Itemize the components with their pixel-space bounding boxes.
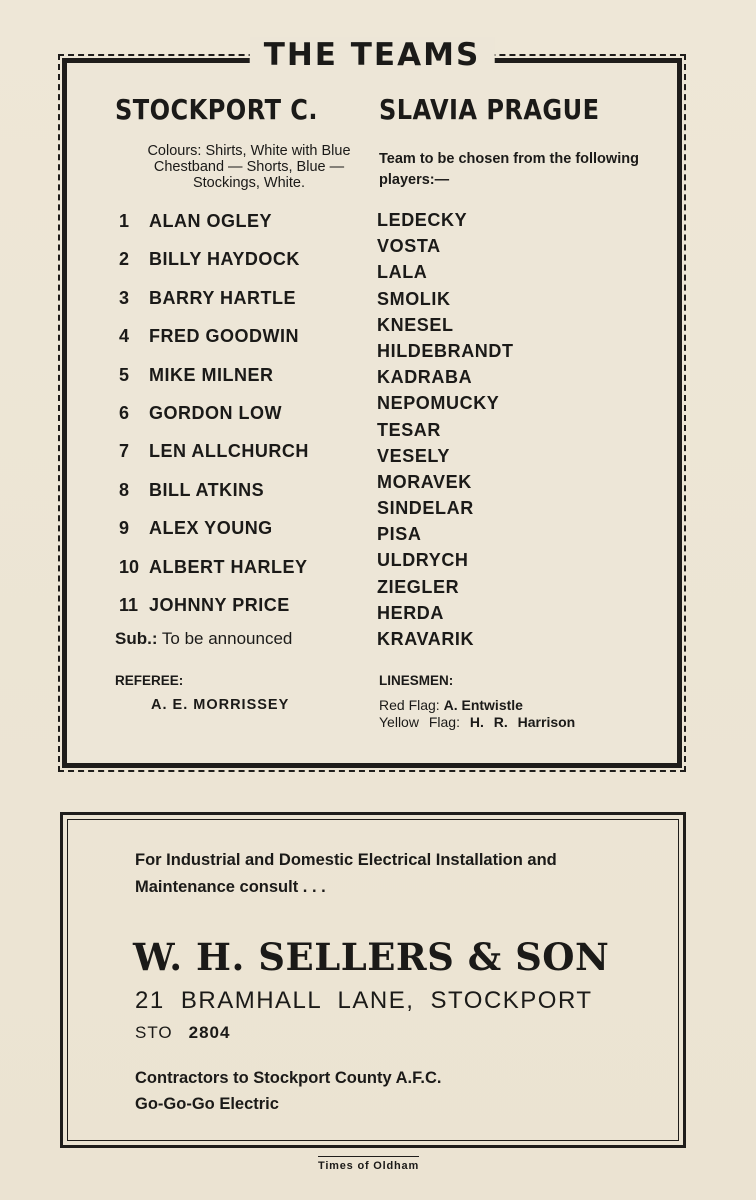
away-player: PISA: [377, 524, 422, 545]
home-player: [119, 437, 309, 475]
player-number: 8: [119, 479, 130, 500]
sub-label: Sub.:: [115, 629, 158, 648]
home-player: [119, 284, 309, 322]
away-player: KRAVARIK: [377, 629, 475, 649]
player-name: ALAN OGLEY: [149, 211, 273, 231]
away-player: HILDEBRANDT: [377, 340, 514, 361]
home-team-name: STOCKPORT C.: [115, 93, 318, 126]
player-number: 7: [119, 441, 130, 462]
advert-slogan: Go-Go-Go Electric: [135, 1095, 279, 1113]
player-number: 1: [119, 211, 130, 231]
printer-credit: Times of Oldham: [318, 1156, 419, 1172]
teams-title: THE TEAMS: [250, 37, 495, 73]
player-name: FRED GOODWIN: [149, 326, 299, 347]
player-name: JOHNNY PRICE: [149, 594, 290, 615]
advert-company-name: W. H. SELLERS & SON: [133, 935, 610, 979]
player-number: 2: [119, 249, 130, 270]
player-number: 10: [119, 556, 140, 577]
phone-number: 2804: [188, 1023, 231, 1042]
away-player: ZIEGLER: [377, 576, 460, 597]
home-player: [119, 553, 309, 591]
linesmen-label: LINESMEN:: [379, 673, 454, 688]
away-team-name: SLAVIA PRAGUE: [379, 93, 600, 126]
away-player: LEDECKY: [377, 210, 468, 230]
away-team-note: Team to be chosen from the following players:—: [379, 151, 639, 188]
player-name: GORDON LOW: [149, 402, 282, 423]
substitute-line: [115, 629, 292, 649]
phone-exchange: STO: [135, 1023, 173, 1042]
advert-contractor-line: Contractors to Stockport County A.F.C.: [135, 1069, 442, 1087]
away-player: TESAR: [377, 419, 442, 440]
away-player: LALA: [377, 262, 428, 283]
player-name: BILLY HAYDOCK: [149, 249, 300, 270]
advert-tagline: [135, 1065, 655, 1117]
yellow-flag-label: Yellow Flag:: [379, 714, 460, 730]
teams-panel: [62, 37, 682, 768]
player-name: LEN ALLCHURCH: [149, 441, 309, 462]
advert-intro: For Industrial and Domestic Electrical Installation and Maintenance consult . . .: [135, 851, 557, 896]
advert-panel: [60, 812, 686, 1148]
player-number: 6: [119, 402, 130, 423]
advert-address: 21 BRAMHALL LANE, STOCKPORT: [135, 987, 593, 1014]
home-player: [119, 322, 309, 360]
away-player: KNESEL: [377, 314, 454, 335]
player-number: 11: [119, 594, 139, 615]
player-name: ALBERT HARLEY: [149, 556, 308, 577]
away-player: NEPOMUCKY: [377, 393, 500, 414]
home-player-list: [119, 207, 309, 629]
away-player: SMOLIK: [377, 288, 451, 309]
player-number: 3: [119, 287, 130, 308]
red-flag-label: Red Flag:: [379, 697, 440, 713]
advert-phone: [135, 1023, 230, 1043]
player-name: ALEX YOUNG: [149, 518, 273, 539]
home-player: [119, 361, 309, 399]
home-player: [119, 514, 309, 552]
player-name: BARRY HARTLE: [149, 287, 297, 308]
player-name: BILL ATKINS: [149, 479, 265, 500]
player-name: MIKE MILNER: [149, 364, 274, 385]
home-team-colours: Colours: Shirts, White with Blue Chestband — Shorts, Blue — Stockings, White.: [147, 143, 351, 191]
away-player: VOSTA: [377, 236, 441, 257]
home-player: [119, 245, 309, 283]
away-player: KADRABA: [377, 367, 473, 388]
sub-text: To be announced: [161, 629, 293, 648]
away-player: SINDELAR: [377, 498, 474, 519]
home-player: [119, 591, 309, 629]
away-player-list: [377, 207, 514, 652]
away-player: HERDA: [377, 602, 445, 623]
player-number: 9: [119, 518, 130, 539]
home-player: [119, 399, 309, 437]
away-player: ULDRYCH: [377, 550, 469, 571]
yellow-flag-name: H. R. Harrison: [469, 714, 576, 730]
home-player: [119, 476, 309, 514]
player-number: 4: [119, 326, 130, 347]
away-player: VESELY: [377, 445, 450, 466]
referee-label: REFEREE:: [115, 673, 184, 688]
referee-name: A. E. MORRISSEY: [151, 697, 290, 713]
home-player: [119, 207, 309, 245]
yellow-flag-linesman: [379, 714, 575, 730]
red-flag-linesman: [379, 697, 523, 713]
player-number: 5: [119, 364, 130, 385]
red-flag-name: A. Entwistle: [443, 697, 523, 713]
away-player: MORAVEK: [377, 471, 472, 492]
